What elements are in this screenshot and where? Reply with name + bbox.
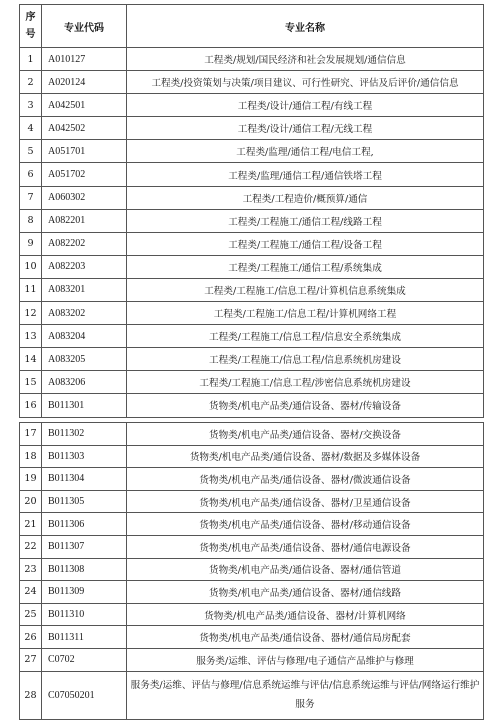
table-row bbox=[20, 186, 484, 209]
name-cell: 服务类/运维、评估与修理/电子通信产品维护与修理 bbox=[127, 648, 484, 671]
header-code: 专业代码 bbox=[42, 5, 127, 48]
code-cell: A082203 bbox=[42, 255, 127, 278]
table-row bbox=[20, 671, 484, 719]
table-row bbox=[20, 209, 484, 232]
table-row bbox=[20, 603, 484, 626]
name-cell: 工程类/工程施工/通信工程/线路工程 bbox=[127, 209, 484, 232]
seq-cell: 8 bbox=[20, 209, 42, 232]
table-row bbox=[20, 394, 484, 417]
table-row bbox=[20, 278, 484, 301]
code-cell: A051702 bbox=[42, 163, 127, 186]
table-row bbox=[20, 348, 484, 371]
code-cell: A083204 bbox=[42, 325, 127, 348]
table-row bbox=[20, 513, 484, 536]
name-cell: 工程类/工程施工/信息工程/计算机信息系统集成 bbox=[127, 278, 484, 301]
table-row bbox=[20, 371, 484, 394]
code-cell: A010127 bbox=[42, 48, 127, 71]
table-row bbox=[20, 117, 484, 140]
seq-cell: 10 bbox=[20, 255, 42, 278]
name-cell: 货物类/机电产品类/通信设备、器材/通信线路 bbox=[127, 581, 484, 604]
name-cell: 货物类/机电产品类/通信设备、器材/通信电源设备 bbox=[127, 535, 484, 558]
seq-cell: 13 bbox=[20, 325, 42, 348]
seq-cell: 22 bbox=[20, 535, 42, 558]
seq-cell: 26 bbox=[20, 626, 42, 649]
seq-cell: 28 bbox=[20, 671, 42, 719]
name-cell: 货物类/机电产品类/通信设备、器材/交换设备 bbox=[127, 423, 484, 446]
table-row bbox=[20, 490, 484, 513]
header-seq-label: 序号 bbox=[25, 12, 36, 40]
seq-cell: 5 bbox=[20, 140, 42, 163]
seq-cell: 21 bbox=[20, 513, 42, 536]
code-cell: B011308 bbox=[42, 558, 127, 581]
code-cell: B011307 bbox=[42, 535, 127, 558]
seq-cell: 20 bbox=[20, 490, 42, 513]
code-cell: A060302 bbox=[42, 186, 127, 209]
code-cell: B011311 bbox=[42, 626, 127, 649]
name-cell: 货物类/机电产品类/通信设备、器材/数据及多媒体设备 bbox=[127, 445, 484, 468]
code-cell: A042502 bbox=[42, 117, 127, 140]
code-cell: A083201 bbox=[42, 278, 127, 301]
code-cell: B011302 bbox=[42, 423, 127, 446]
seq-cell: 9 bbox=[20, 232, 42, 255]
table-row bbox=[20, 255, 484, 278]
seq-cell: 17 bbox=[20, 423, 42, 446]
table-row bbox=[20, 558, 484, 581]
name-cell: 货物类/机电产品类/通信设备、器材/卫星通信设备 bbox=[127, 490, 484, 513]
code-cell: B011301 bbox=[42, 394, 127, 417]
code-cell: C0702 bbox=[42, 648, 127, 671]
name-cell: 货物类/机电产品类/通信设备、器材/通信局房配套 bbox=[127, 626, 484, 649]
seq-cell: 15 bbox=[20, 371, 42, 394]
code-cell: B011306 bbox=[42, 513, 127, 536]
name-cell: 工程类/工程造价/概预算/通信 bbox=[127, 186, 484, 209]
name-cell: 货物类/机电产品类/通信设备、器材/传输设备 bbox=[127, 394, 484, 417]
name-cell: 服务类/运维、评估与修理/信息系统运维与评估/信息系统运维与评估/网络运行维护服务 bbox=[127, 671, 484, 719]
seq-cell: 4 bbox=[20, 117, 42, 140]
name-cell: 工程类/工程施工/信息工程/信息安全系统集成 bbox=[127, 325, 484, 348]
code-cell: A083205 bbox=[42, 348, 127, 371]
code-cell: B011309 bbox=[42, 581, 127, 604]
table-row bbox=[20, 94, 484, 117]
name-cell: 工程类/监理/通信工程/通信铁塔工程 bbox=[127, 163, 484, 186]
table-row bbox=[20, 302, 484, 325]
table-row bbox=[20, 468, 484, 491]
code-cell: B011303 bbox=[42, 445, 127, 468]
name-cell: 货物类/机电产品类/通信设备、器材/微波通信设备 bbox=[127, 468, 484, 491]
table-row bbox=[20, 648, 484, 671]
table-row bbox=[20, 232, 484, 255]
name-cell: 货物类/机电产品类/通信设备、器材/移动通信设备 bbox=[127, 513, 484, 536]
table-row bbox=[20, 48, 484, 71]
seq-cell: 23 bbox=[20, 558, 42, 581]
seq-cell: 24 bbox=[20, 581, 42, 604]
seq-cell: 18 bbox=[20, 445, 42, 468]
code-cell: A083206 bbox=[42, 371, 127, 394]
seq-cell: 12 bbox=[20, 302, 42, 325]
code-cell: A082202 bbox=[42, 232, 127, 255]
seq-cell: 25 bbox=[20, 603, 42, 626]
seq-cell: 14 bbox=[20, 348, 42, 371]
header-seq bbox=[20, 5, 42, 48]
table-row bbox=[20, 163, 484, 186]
code-cell: A051701 bbox=[42, 140, 127, 163]
table-row bbox=[20, 71, 484, 94]
seq-cell: 27 bbox=[20, 648, 42, 671]
name-cell: 工程类/工程施工/信息工程/计算机网络工程 bbox=[127, 302, 484, 325]
name-cell: 工程类/工程施工/通信工程/系统集成 bbox=[127, 255, 484, 278]
name-cell: 工程类/设计/通信工程/有线工程 bbox=[127, 94, 484, 117]
code-cell: B011305 bbox=[42, 490, 127, 513]
seq-cell: 1 bbox=[20, 48, 42, 71]
table-row bbox=[20, 140, 484, 163]
name-cell: 工程类/设计/通信工程/无线工程 bbox=[127, 117, 484, 140]
specialty-table-part-1 bbox=[19, 4, 484, 418]
seq-cell: 11 bbox=[20, 278, 42, 301]
code-cell: A082201 bbox=[42, 209, 127, 232]
table-row bbox=[20, 445, 484, 468]
table-row bbox=[20, 581, 484, 604]
seq-cell: 3 bbox=[20, 94, 42, 117]
seq-cell: 7 bbox=[20, 186, 42, 209]
seq-cell: 19 bbox=[20, 468, 42, 491]
code-cell: B011304 bbox=[42, 468, 127, 491]
code-cell: B011310 bbox=[42, 603, 127, 626]
table-header-row bbox=[20, 5, 484, 48]
code-cell: A042501 bbox=[42, 94, 127, 117]
name-cell: 工程类/投资策划与决策/项目建议、可行性研究、评估及后评价/通信信息 bbox=[127, 71, 484, 94]
name-cell: 工程类/工程施工/通信工程/设备工程 bbox=[127, 232, 484, 255]
table-row bbox=[20, 423, 484, 446]
name-cell: 货物类/机电产品类/通信设备、器材/计算机网络 bbox=[127, 603, 484, 626]
table-row bbox=[20, 325, 484, 348]
code-cell: C07050201 bbox=[42, 671, 127, 719]
code-cell: A020124 bbox=[42, 71, 127, 94]
seq-cell: 6 bbox=[20, 163, 42, 186]
name-cell: 工程类/工程施工/信息工程/信息系统机房建设 bbox=[127, 348, 484, 371]
seq-cell: 2 bbox=[20, 71, 42, 94]
seq-cell: 16 bbox=[20, 394, 42, 417]
name-cell: 货物类/机电产品类/通信设备、器材/通信管道 bbox=[127, 558, 484, 581]
header-name: 专业名称 bbox=[127, 5, 484, 48]
table-row bbox=[20, 626, 484, 649]
table-row bbox=[20, 535, 484, 558]
name-cell: 工程类/监理/通信工程/电信工程, bbox=[127, 140, 484, 163]
name-cell: 工程类/工程施工/信息工程/涉密信息系统机房建设 bbox=[127, 371, 484, 394]
name-cell: 工程类/规划/国民经济和社会发展规划/通信信息 bbox=[127, 48, 484, 71]
specialty-table-part-2 bbox=[19, 422, 484, 720]
code-cell: A083202 bbox=[42, 302, 127, 325]
